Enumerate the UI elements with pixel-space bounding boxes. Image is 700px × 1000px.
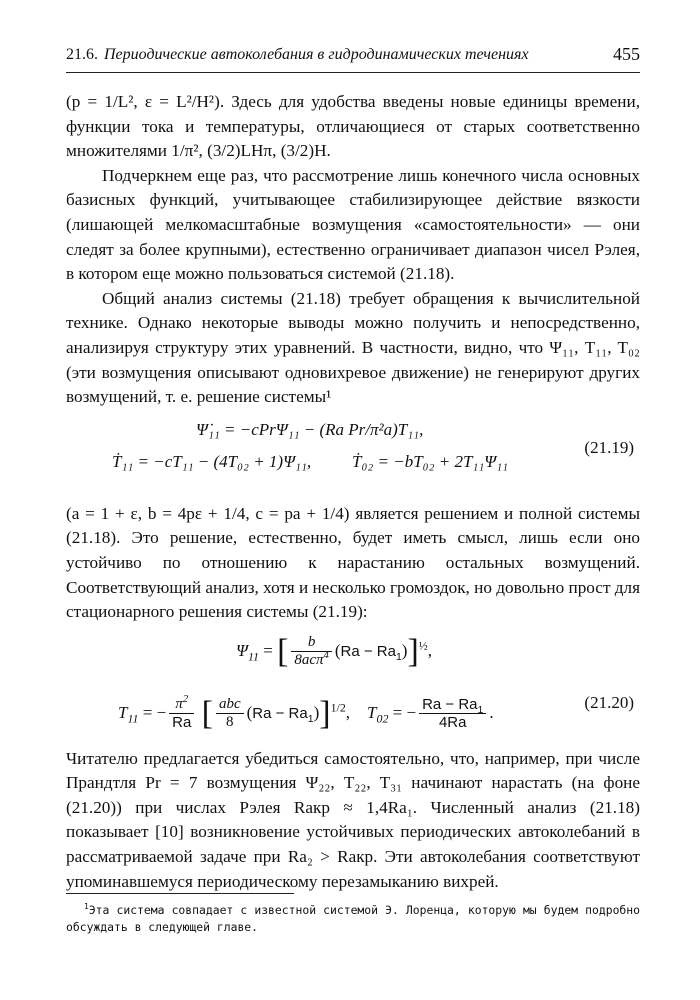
equation-21-20-psi: $\Psi_{11}$ = [ $\frac{b}{8ac\pi^4}$ $(Ra - Ra_1)]^{\frac{1}{2}}$, xyxy=(236,632,432,670)
page-body xyxy=(66,90,640,894)
equation-21-19 xyxy=(66,410,640,502)
header-title xyxy=(66,46,529,64)
equation-number-21-20: (21.20) xyxy=(584,692,634,712)
equation-21-19-line-2b: Ṫ₀₂ = −bT₀₂ + 2T₁₁Ψ₁₁ xyxy=(352,451,509,471)
paragraph-1: (p = 1/L², ε = L²/H²). Здесь для удобства введены новые единицы времени, функции тока и температуры, отличающиеся от старых соответственно множителями 1/π², (3/2)LHπ, (3/2)H. xyxy=(66,92,640,161)
paragraph-2: Подчеркнем еще раз, что рассмотрение лишь конечного числа основных базисных функций, учитывающее стабилизирующее действие вязкости (лишающей мелкомасштабные возмущения «самостоятельности» — они следят за более крупными), естественно ограничивает диапазон чисел Рэлея, в котором еще можно пользоваться системой (21.18). xyxy=(66,165,640,284)
equation-number-21-19: (21.19) xyxy=(584,437,634,457)
section-title: Периодические автоколебания в гидродинамических течениях xyxy=(104,46,529,63)
equation-21-20 xyxy=(66,629,640,747)
equation-21-20-temperatures: $T_{11}$ = − $\frac{\pi^2}{Ra}$ [ $\frac{\text{abc}}{8}$ $(Ra - Ra_1)]^{1/2}$, $T_{02}$ = − $\frac{Ra - Ra_1}{4Ra}$ . xyxy=(118,694,494,732)
paragraph-3: Общий анализ системы (21.18) требует обращения к вычислительной технике. Однако некоторые выводы можно получить и непосредственно, анализируя структуру этих уравнений. В частности, видно, что Ψ₁₁, T₁₁, T₀₂ (эти возмущения описывают одновихревое движение) не генерируют других возмущений, т. е. решение системы¹ xyxy=(66,288,640,407)
page-number: 455 xyxy=(613,44,640,64)
footnote-marker: 1 xyxy=(84,902,89,912)
footnote-rule xyxy=(66,893,294,894)
running-header xyxy=(66,42,640,73)
equation-21-19-line-2a: Ṫ₁₁ = −cT₁₁ − (4T₀₂ + 1)Ψ₁₁, xyxy=(112,451,312,471)
paragraph-4: (a = 1 + ε, b = 4pε + 1/4, c = pa + 1/4) является решением и полной системы (21.18). Это решение, естественно, будет иметь смысл, лишь если оно устойчиво по отношению к нарастанию остальных возмущений. Соответствующий анализ, хотя и несколько громоздок, но довольно прост для стационарного решения системы (21.19): xyxy=(66,503,640,622)
footnote xyxy=(66,902,640,936)
equation-21-19-line-1: Ψ̇₁₁ = −cPrΨ₁₁ − (Ra Pr/π²a)T₁₁, xyxy=(196,419,424,439)
paragraph-5: Читателю предлагается убедиться самостоятельно, что, например, при числе Прандтля Pr = 7 возмущения Ψ₂₂, T₂₂, T₃₁ начинают нарастать (на фоне (21.20)) при числах Рэлея Raкр ≈ 1,4Ra₁. Численный анализ (21.18) показывает [10] возникновение устойчивых периодических автоколебаний в рассматриваемой задаче при Ra₂ > Raкр. Эти автоколебания соответствуют упоминавшемуся периодическому перезамыканию вихрей. xyxy=(66,748,640,891)
footnote-text: Эта система совпадает с известной системой Э. Лоренца, которую мы будем подробно обсуждать в следующей главе. xyxy=(66,903,640,934)
section-number: 21.6. xyxy=(66,46,98,63)
